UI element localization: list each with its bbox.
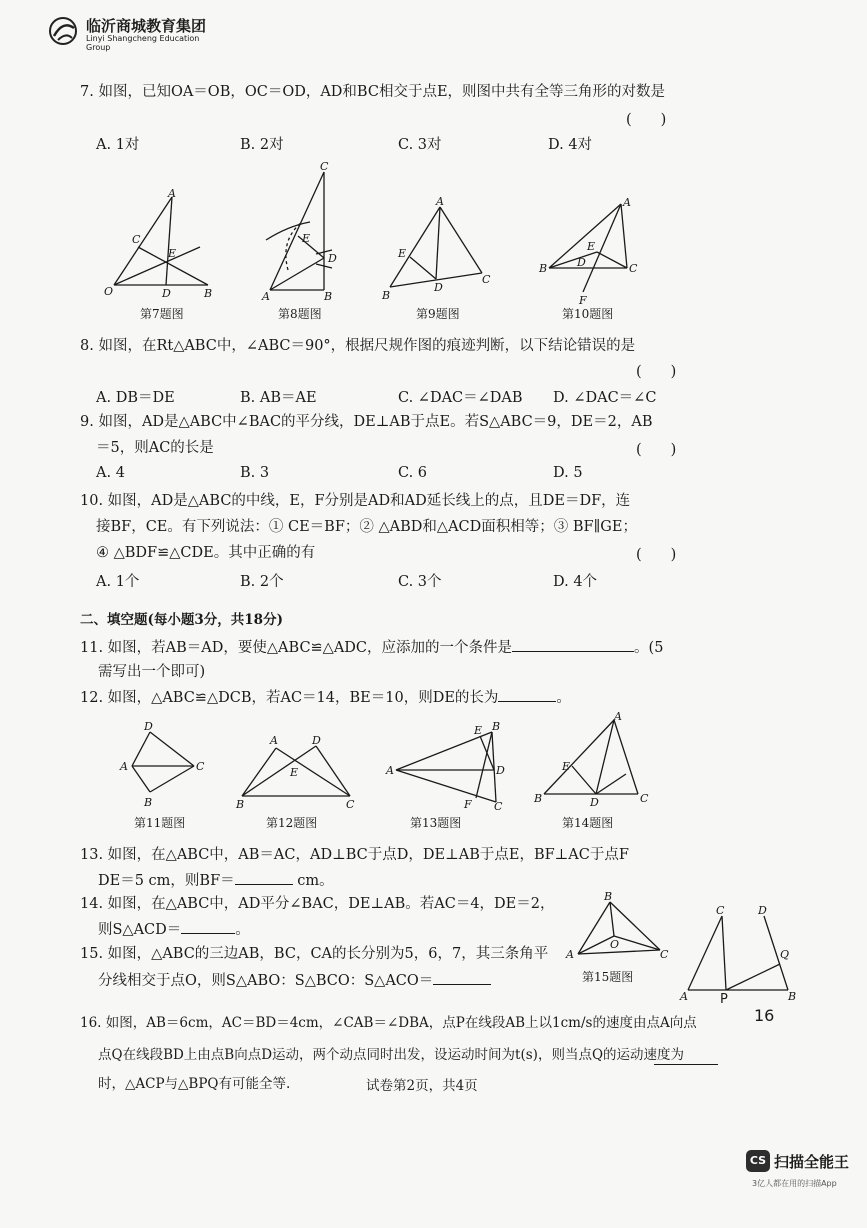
scanner-name: 扫描全能王 xyxy=(774,1153,850,1171)
q13-answer-blank[interactable] xyxy=(235,870,293,885)
q7-answer-paren: ( ) xyxy=(626,112,667,128)
q9-option-a: A. 4 xyxy=(96,465,125,481)
header-logo xyxy=(46,14,216,52)
question-8: 8. 如图，在Rt△ABC中，∠ABC＝90°，根据尺规作图的痕迹判断，以下结论错误的是 xyxy=(80,338,636,354)
figure-q7 xyxy=(100,185,230,305)
caption-fig-13: 第13题图 xyxy=(410,816,462,830)
svg-text:D: D xyxy=(162,287,171,300)
svg-text:A: A xyxy=(386,764,394,777)
caption-fig-15: 第15题图 xyxy=(582,970,634,984)
question-10-line1: 10. 如图，AD是△ABC的中线，E，F分别是AD和AD延长线上的点，且DE＝DF，连 xyxy=(80,493,631,509)
svg-text:E: E xyxy=(587,240,596,253)
figure-q13 xyxy=(380,722,515,812)
scanner-watermark xyxy=(746,1150,864,1220)
scanner-tagline: 3亿人都在用的扫描App xyxy=(752,1179,837,1188)
svg-text:O: O xyxy=(104,285,114,298)
svg-text:B: B xyxy=(324,290,333,303)
logo-emblem-icon xyxy=(46,14,82,48)
svg-text:B: B xyxy=(604,890,613,903)
q9-option-c: C. 6 xyxy=(398,465,428,481)
svg-text:D: D xyxy=(328,252,337,265)
figure-q16-point-p: P xyxy=(720,992,728,1007)
svg-text:C: C xyxy=(346,798,355,810)
q14-answer-blank[interactable] xyxy=(181,919,235,934)
svg-text:E: E xyxy=(302,232,311,245)
scanner-badge-icon: CS xyxy=(746,1150,770,1172)
q11-text-end: 。(5 xyxy=(634,640,664,656)
question-11-line2: 需写出一个即可) xyxy=(98,664,206,680)
svg-text:D: D xyxy=(577,256,586,269)
question-14-line1: 14. 如图，在△ABC中，AD平分∠BAC，DE⊥AB。若AC＝4，DE＝2， xyxy=(80,896,555,912)
svg-text:E: E xyxy=(290,766,299,779)
q15-answer-blank[interactable] xyxy=(433,970,491,985)
svg-text:C: C xyxy=(716,904,725,917)
q11-answer-blank[interactable] xyxy=(512,637,634,652)
question-9-line2: ＝5，则AC的长是 xyxy=(96,440,214,456)
q9-option-b: B. 3 xyxy=(240,465,270,481)
svg-text:D: D xyxy=(434,281,443,294)
q13-text-end: cm。 xyxy=(297,873,334,889)
svg-text:A: A xyxy=(168,187,176,200)
svg-text:C: C xyxy=(494,800,503,812)
q7-option-a: A. 1对 xyxy=(96,137,140,153)
caption-fig-10: 第10题图 xyxy=(562,307,614,321)
svg-text:C: C xyxy=(132,233,141,246)
svg-text:C: C xyxy=(629,262,638,275)
svg-text:D: D xyxy=(496,764,505,777)
q8-option-c: C. ∠DAC＝∠DAB xyxy=(398,390,523,406)
svg-text:B: B xyxy=(382,289,391,302)
svg-text:C: C xyxy=(660,948,669,961)
figure-q10 xyxy=(535,192,655,305)
logo-org-cn: 临沂商城教育集团 xyxy=(86,17,207,35)
q11-text: 11. 如图，若AB＝AD，要使△ABC≌△ADC，应添加的一个条件是 xyxy=(80,640,513,656)
svg-text:B: B xyxy=(788,990,797,1002)
q14-text: 则S△ACD＝ xyxy=(98,922,182,938)
caption-fig-7: 第7题图 xyxy=(140,307,184,321)
caption-fig-8: 第8题图 xyxy=(278,307,322,321)
logo-org-en: Linyi Shangcheng Education Group xyxy=(86,34,200,52)
figure-16-label: 16 xyxy=(754,1006,775,1025)
figure-q8 xyxy=(258,160,358,305)
page-number: 试卷第2页，共4页 xyxy=(366,1078,478,1094)
svg-text:A: A xyxy=(623,196,631,209)
svg-text:B: B xyxy=(539,262,548,275)
svg-text:A: A xyxy=(566,948,574,961)
question-10-line3: ④ △BDF≌△CDE。其中正确的有 xyxy=(96,545,316,561)
svg-text:F: F xyxy=(464,798,472,811)
question-9-line1: 9. 如图，AD是△ABC中∠BAC的平分线，DE⊥AB于点E。若S△ABC＝9，DE＝2，AB xyxy=(80,414,653,430)
question-11-line1 xyxy=(80,637,663,658)
figure-q14 xyxy=(530,710,665,810)
svg-text:D: D xyxy=(590,796,599,809)
svg-text:A: A xyxy=(436,195,444,208)
q10-option-a: A. 1个 xyxy=(96,574,140,590)
svg-text:A: A xyxy=(614,710,622,723)
q7-option-b: B. 2对 xyxy=(240,137,284,153)
svg-text:E: E xyxy=(168,247,177,260)
svg-text:E: E xyxy=(474,724,483,737)
question-10-line2: 接BF，CE。有下列说法：① CE＝BF；② △ABD和△ACD面积相等；③ BF∥GE； xyxy=(96,519,637,535)
svg-text:C: C xyxy=(482,273,491,286)
question-15-line1: 15. 如图，△ABC的三边AB，BC，CA的长分别为5，6，7，其三条角平 xyxy=(80,946,549,962)
caption-fig-9: 第9题图 xyxy=(416,307,460,321)
figure-q12 xyxy=(232,730,364,810)
q8-option-a: A. DB＝DE xyxy=(96,390,175,406)
question-16-line1: 16. 如图，AB＝6cm，AC＝BD＝4cm，∠CAB＝∠DBA，点P在线段AB上以1cm/s的速度由点A向点 xyxy=(80,1015,697,1031)
svg-text:Q: Q xyxy=(780,948,790,961)
svg-text:D: D xyxy=(312,734,321,747)
svg-text:E: E xyxy=(398,247,407,260)
svg-text:O: O xyxy=(610,938,620,951)
figure-q9 xyxy=(378,195,498,305)
q8-answer-paren: ( ) xyxy=(636,364,677,380)
q9-option-d: D. 5 xyxy=(553,465,583,481)
svg-text:F: F xyxy=(579,294,587,305)
caption-fig-14: 第14题图 xyxy=(562,816,614,830)
section-2-title: 二、填空题(每小题3分，共18分) xyxy=(80,612,283,628)
q12-answer-blank[interactable] xyxy=(498,687,556,702)
q13-text: DE＝5 cm，则BF＝ xyxy=(98,873,235,889)
q9-answer-paren: ( ) xyxy=(636,442,677,458)
question-13-line2 xyxy=(98,870,334,891)
svg-text:D: D xyxy=(144,720,153,733)
q8-option-b: B. AB＝AE xyxy=(240,390,317,406)
svg-text:C: C xyxy=(196,760,205,773)
q10-option-d: D. 4个 xyxy=(553,574,598,590)
q10-option-b: B. 2个 xyxy=(240,574,284,590)
q8-option-d: D. ∠DAC＝∠C xyxy=(553,390,657,406)
figure-q15 xyxy=(560,890,670,962)
svg-text:C: C xyxy=(320,160,329,173)
svg-text:B: B xyxy=(534,792,543,805)
svg-text:B: B xyxy=(204,287,213,300)
question-13-line1: 13. 如图，在△ABC中，AB＝AC，AD⊥BC于点D，DE⊥AB于点E，BF⊥AC于点F xyxy=(80,847,629,863)
q12-text: 12. 如图，△ABC≌△DCB，若AC＝14，BE＝10，则DE的长为 xyxy=(80,690,499,706)
svg-text:A: A xyxy=(120,760,128,773)
q10-option-c: C. 3个 xyxy=(398,574,442,590)
figure-q16 xyxy=(676,902,806,1007)
q12-text-end: 。 xyxy=(556,690,571,706)
q10-answer-paren: ( ) xyxy=(636,547,677,563)
question-16-line2: 点Q在线段BD上由点B向点D运动，两个动点同时出发，设运动时间为t(s)，则当点Q的运动速度为 xyxy=(98,1047,685,1063)
svg-text:B: B xyxy=(492,722,501,733)
figure-q11 xyxy=(112,716,212,812)
question-15-line2 xyxy=(98,970,491,991)
caption-fig-11: 第11题图 xyxy=(134,816,186,830)
svg-text:A: A xyxy=(270,734,278,747)
question-7: 7. 如图，已知OA＝OB，OC＝OD，AD和BC相交于点E，则图中共有全等三角形的对数是 xyxy=(80,84,666,100)
q7-option-d: D. 4对 xyxy=(548,137,593,153)
question-14-line2 xyxy=(98,919,250,940)
q14-text-end: 。 xyxy=(235,922,250,938)
question-12 xyxy=(80,687,571,708)
question-16-line3: 时，△ACP与△BPQ有可能全等. xyxy=(98,1076,291,1092)
svg-text:A: A xyxy=(262,290,270,303)
caption-fig-12: 第12题图 xyxy=(266,816,318,830)
svg-text:C: C xyxy=(640,792,649,805)
q7-option-c: C. 3对 xyxy=(398,137,442,153)
svg-text:E: E xyxy=(562,760,571,773)
svg-text:B: B xyxy=(144,796,153,809)
q16-answer-blank[interactable] xyxy=(654,1064,718,1065)
svg-text:B: B xyxy=(236,798,245,810)
q15-text: 分线相交于点O，则S△ABO：S△BCO：S△ACO＝ xyxy=(98,973,434,989)
svg-text:D: D xyxy=(758,904,767,917)
svg-text:A: A xyxy=(680,990,688,1002)
